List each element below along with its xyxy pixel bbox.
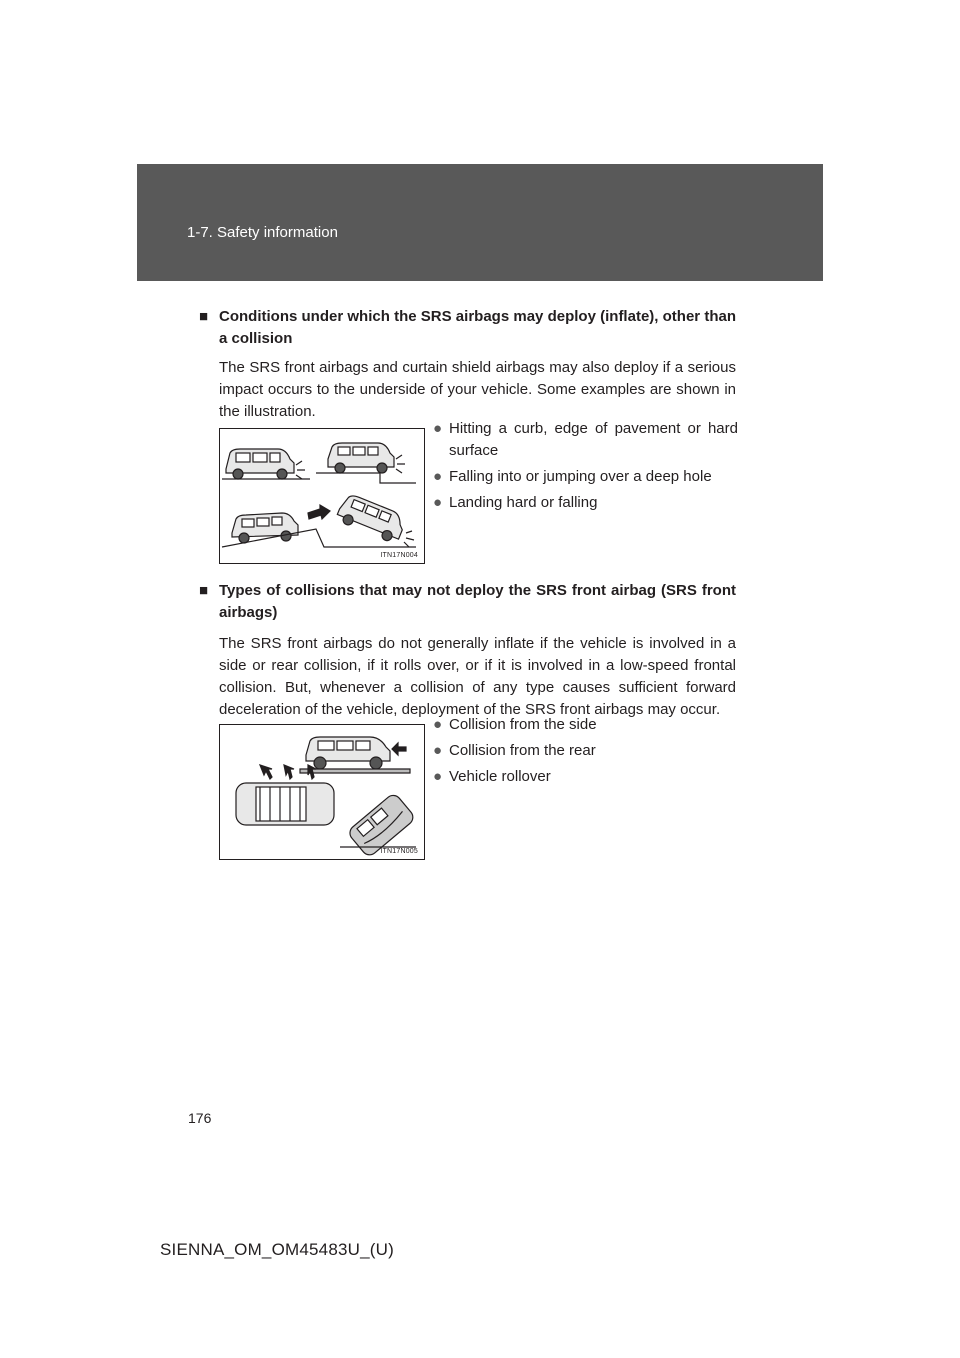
square-bullet-icon: ■: [199, 582, 209, 599]
section-heading-text: Types of collisions that may not deploy the SRS front airbag (SRS front airbags): [219, 582, 736, 621]
section-heading-text: Conditions under which the SRS airbags may deploy (inflate), other than a collision: [219, 308, 736, 347]
section-body: The SRS front airbags do not generally inflate if the vehicle is involved in a side or rear collision, if it rolls over, or if it is involved in a low-speed frontal collision. But, whenever a collision of any type causes sufficient forward deceleration of the vehicle, deployment of the SRS front airbags may occur.: [219, 635, 736, 718]
non-deploy-collisions-list: [433, 714, 738, 792]
van-icon: [226, 449, 294, 479]
list-item-text: Hitting a curb, edge of pavement or hard surface: [449, 420, 738, 459]
list-item: [433, 740, 738, 762]
list-item-text: Landing hard or falling: [449, 494, 598, 511]
page-number: 176: [188, 1110, 212, 1126]
figure-code: ITN17N005: [380, 848, 418, 855]
van-icon: [328, 443, 394, 473]
section-heading: [199, 580, 736, 624]
section-airbag-deploy-non-collision: [199, 306, 736, 423]
figure-underside-impacts: [219, 428, 425, 564]
list-item-text: Vehicle rollover: [449, 768, 551, 785]
list-item: [433, 714, 738, 736]
section-title: 1-7. Safety information: [187, 224, 338, 241]
van-icon: [306, 737, 390, 769]
list-item: [433, 418, 738, 462]
bullet-icon: ●: [433, 468, 443, 485]
document-id: SIENNA_OM_OM45483U_(U): [160, 1240, 394, 1259]
section-non-deploy-collisions: [199, 580, 736, 721]
collision-types-illustration: [220, 725, 424, 859]
header-band: [137, 164, 823, 281]
bullet-icon: ●: [433, 716, 443, 733]
list-item-text: Collision from the rear: [449, 742, 596, 759]
van-icon: [236, 783, 334, 825]
bullet-icon: ●: [433, 742, 443, 759]
deploy-conditions-list: [433, 418, 738, 518]
section-body: The SRS front airbags and curtain shield airbags may also deploy if a serious impact occurs to the underside of your vehicle. Some examples are shown in the illustration.: [219, 359, 736, 420]
bullet-icon: ●: [433, 420, 443, 437]
list-item: [433, 466, 738, 488]
figure-code: ITN17N004: [380, 552, 418, 559]
square-bullet-icon: ■: [199, 308, 209, 325]
list-item: [433, 766, 738, 788]
van-icon: [335, 492, 407, 545]
list-item: [433, 492, 738, 514]
list-item-text: Collision from the side: [449, 716, 597, 733]
figure-collision-types: [219, 724, 425, 860]
underside-impact-illustration: [220, 429, 424, 563]
section-heading: [199, 306, 736, 350]
list-item-text: Falling into or jumping over a deep hole: [449, 468, 712, 485]
bullet-icon: ●: [433, 768, 443, 785]
bullet-icon: ●: [433, 494, 443, 511]
